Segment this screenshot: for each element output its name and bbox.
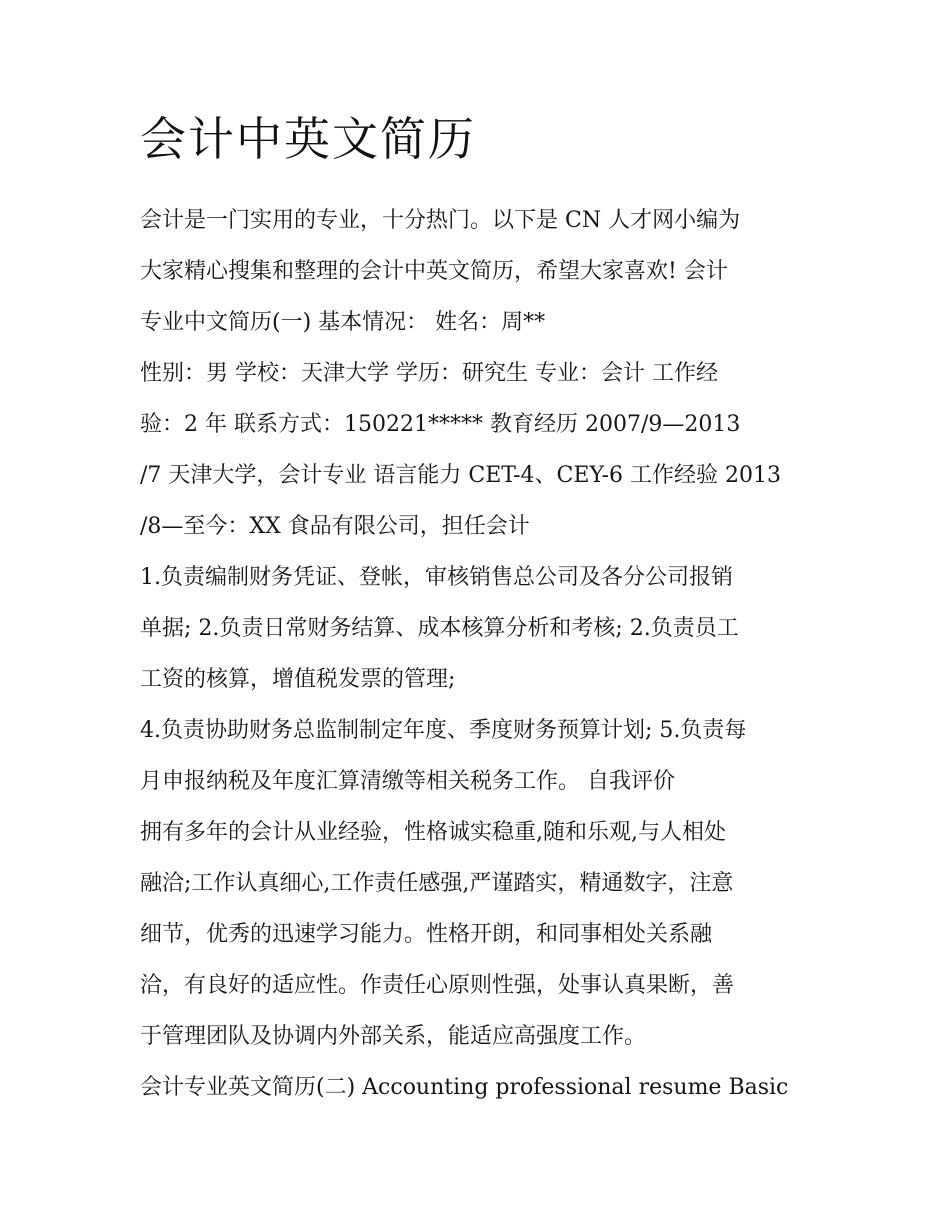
document-title: 会计中英文简历: [140, 112, 476, 166]
body-text-line: 月申报纳税及年度汇算清缴等相关税务工作。 自我评价: [140, 769, 675, 794]
body-text-line: 大家精心搜集和整理的会计中英文简历，希望大家喜欢! 会计: [140, 259, 728, 284]
body-text-line: 工资的核算，增值税发票的管理;: [140, 667, 456, 692]
body-text-line: 于管理团队及协调内外部关系，能适应高强度工作。: [140, 1024, 647, 1049]
body-text-line: 会计专业英文简历(二) Accounting professional resume Basic: [140, 1075, 789, 1100]
body-text-line: 单据; 2.负责日常财务结算、成本核算分析和考核; 2.负责员工: [140, 616, 739, 641]
body-text-line: 洽，有良好的适应性。作责任心原则性强，处事认真果断，善: [140, 973, 735, 998]
body-text-line: 专业中文简历(一) 基本情况： 姓名：周**: [140, 310, 546, 335]
body-text-line: 融洽;工作认真细心,工作责任感强,严谨踏实，精通数字，注意: [140, 871, 734, 896]
body-text-line: 拥有多年的会计从业经验，性格诚实稳重,随和乐观,与人相处: [140, 820, 726, 845]
body-text-line: 1.负责编制财务凭证、登帐，审核销售总公司及各分公司报销: [140, 565, 733, 590]
body-text-line: /8—至今：XX 食品有限公司，担任会计: [140, 514, 530, 539]
body-text-line: 细节，优秀的迅速学习能力。性格开朗，和同事相处关系融: [140, 922, 713, 947]
body-text-line: 性别：男 学校：天津大学 学历：研究生 专业：会计 工作经: [140, 361, 718, 386]
body-text-line: 会计是一门实用的专业，十分热门。以下是 CN 人才网小编为: [140, 208, 741, 233]
body-text-line: 4.负责协助财务总监制制定年度、季度财务预算计划; 5.负责每: [140, 718, 747, 743]
body-text-line: /7 天津大学，会计专业 语言能力 CET-4、CEY-6 工作经验 2013: [140, 463, 781, 488]
body-text-line: 验：2 年 联系方式：150221***** 教育经历 2007/9—2013: [140, 412, 741, 437]
